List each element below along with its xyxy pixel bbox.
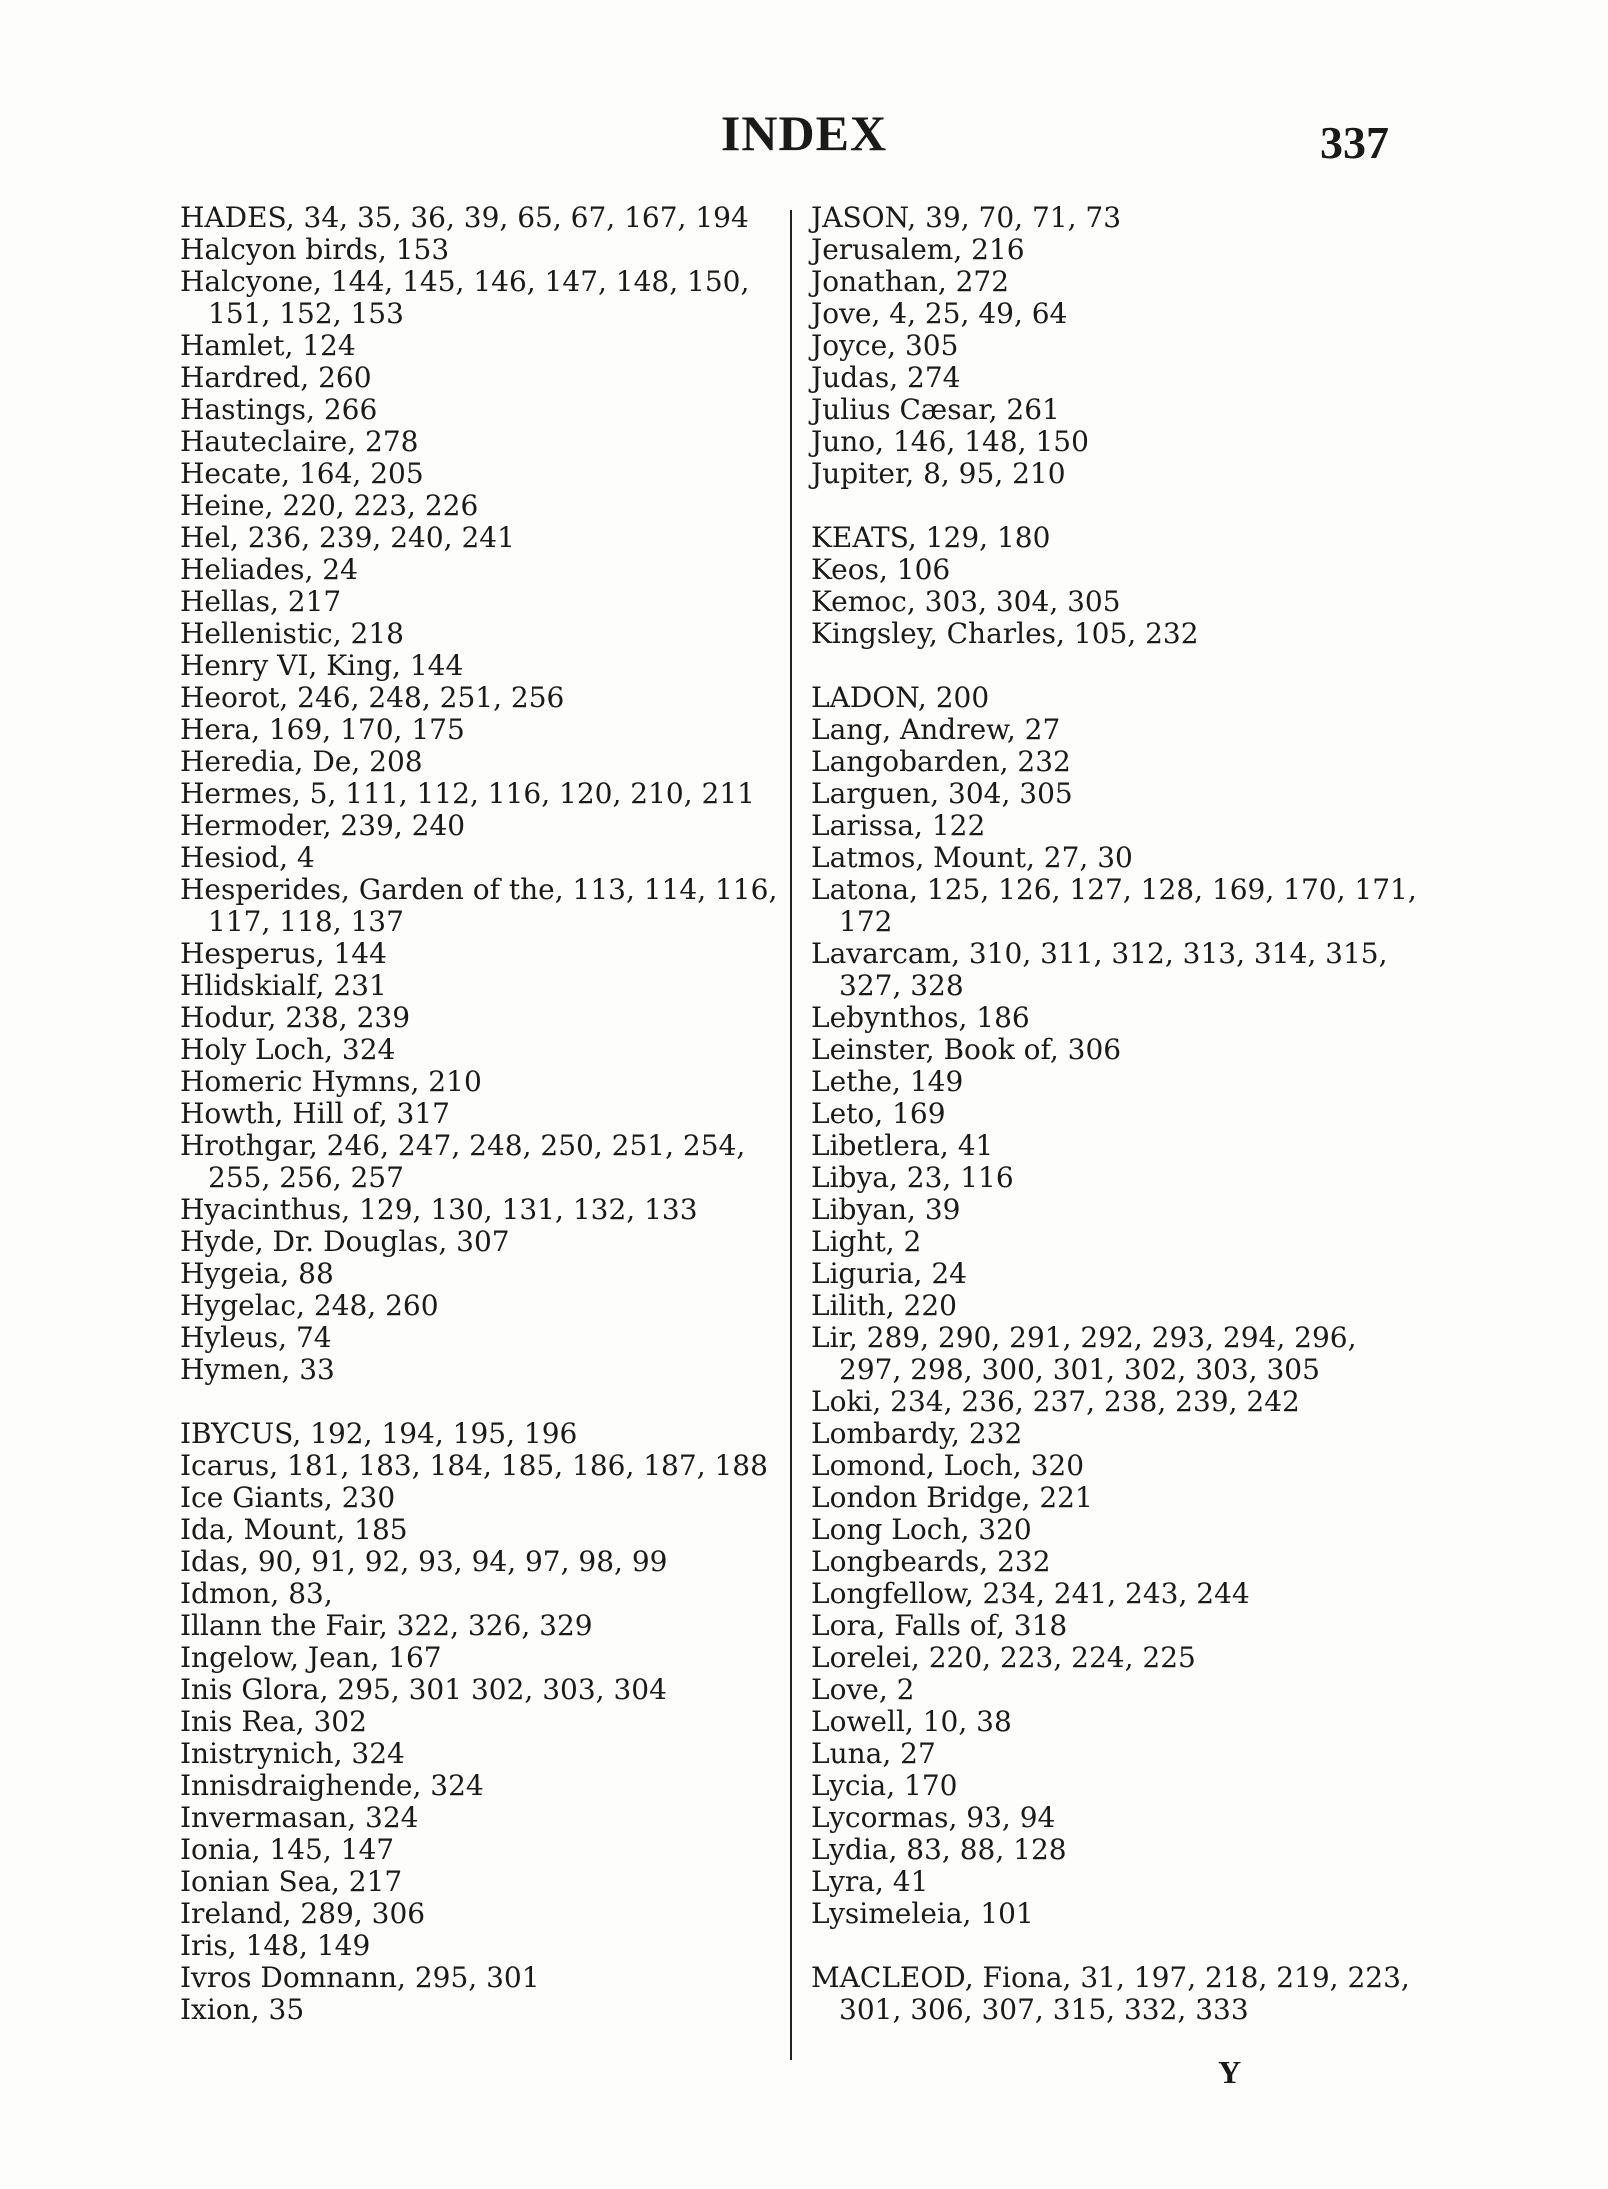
index-entry: Hlidskialf, 231 — [180, 969, 387, 1002]
index-entry: Heine, 220, 223, 226 — [180, 489, 479, 522]
index-entry: Hamlet, 124 — [180, 329, 356, 362]
index-entry: MACLEOD, Fiona, 31, 197, 218, 219, 223, — [811, 1961, 1410, 1994]
index-entry: Ionian Sea, 217 — [180, 1865, 403, 1898]
index-entry: Hesperus, 144 — [180, 937, 387, 970]
index-entry: Lora, Falls of, 318 — [811, 1609, 1068, 1642]
index-entry: Langobarden, 232 — [811, 745, 1071, 778]
index-entry: Lycormas, 93, 94 — [811, 1801, 1056, 1834]
index-entry: Hecate, 164, 205 — [180, 457, 424, 490]
index-entry: Luna, 27 — [811, 1737, 936, 1770]
index-entry: Ingelow, Jean, 167 — [180, 1641, 442, 1674]
index-entry: Hyacinthus, 129, 130, 131, 132, 133 — [180, 1193, 698, 1226]
index-entry: Hastings, 266 — [180, 393, 378, 426]
index-entry: Hardred, 260 — [180, 361, 372, 394]
index-entry-continuation: 327, 328 — [839, 969, 964, 1002]
index-entry: Halcyone, 144, 145, 146, 147, 148, 150, — [180, 265, 750, 298]
index-entry: Ivros Domnann, 295, 301 — [180, 1961, 540, 1994]
index-entry-continuation: 255, 256, 257 — [208, 1161, 404, 1194]
index-entry: Hermoder, 239, 240 — [180, 809, 466, 842]
index-entry: Hesiod, 4 — [180, 841, 315, 874]
index-entry: Howth, Hill of, 317 — [180, 1097, 450, 1130]
index-entry: Lilith, 220 — [811, 1289, 957, 1322]
index-entry: Lysimeleia, 101 — [811, 1897, 1034, 1930]
index-entry: Larguen, 304, 305 — [811, 777, 1073, 810]
index-entry: London Bridge, 221 — [811, 1481, 1093, 1514]
index-entry: Hermes, 5, 111, 112, 116, 120, 210, 211 — [180, 777, 755, 810]
index-entry: Inis Glora, 295, 301 302, 303, 304 — [180, 1673, 667, 1706]
index-entry: Julius Cæsar, 261 — [811, 393, 1060, 426]
index-entry: Lebynthos, 186 — [811, 1001, 1030, 1034]
index-entry: Lir, 289, 290, 291, 292, 293, 294, 296, — [811, 1321, 1357, 1354]
index-entry-continuation: 117, 118, 137 — [208, 905, 404, 938]
left-index-column — [180, 202, 780, 2026]
index-entry: Lavarcam, 310, 311, 312, 313, 314, 315, — [811, 937, 1388, 970]
index-entry: Longbeards, 232 — [811, 1545, 1051, 1578]
letter-section-gap — [811, 490, 1431, 522]
index-entry: Illann the Fair, 322, 326, 329 — [180, 1609, 593, 1642]
index-entry: Heliades, 24 — [180, 553, 358, 586]
index-entry-continuation: 172 — [839, 905, 893, 938]
index-entry: Hera, 169, 170, 175 — [180, 713, 465, 746]
index-entry: KEATS, 129, 180 — [811, 521, 1051, 554]
index-entry: Hellenistic, 218 — [180, 617, 404, 650]
index-entry: Ionia, 145, 147 — [180, 1833, 395, 1866]
index-entry: Homeric Hymns, 210 — [180, 1065, 482, 1098]
index-entry: Ida, Mount, 185 — [180, 1513, 408, 1546]
index-entry: Latona, 125, 126, 127, 128, 169, 170, 171, — [811, 873, 1417, 906]
index-entry: Hygelac, 248, 260 — [180, 1289, 439, 1322]
index-entry: Hrothgar, 246, 247, 248, 250, 251, 254, — [180, 1129, 746, 1162]
index-entry: Jonathan, 272 — [811, 265, 1010, 298]
letter-section-gap — [180, 1386, 780, 1418]
index-entry: Henry VI, King, 144 — [180, 649, 464, 682]
index-entry: Ice Giants, 230 — [180, 1481, 396, 1514]
index-entry: Lombardy, 232 — [811, 1417, 1023, 1450]
index-entry: Hyleus, 74 — [180, 1321, 332, 1354]
index-entry: Lang, Andrew, 27 — [811, 713, 1061, 746]
index-entry: Idas, 90, 91, 92, 93, 94, 97, 98, 99 — [180, 1545, 668, 1578]
index-entry: Judas, 274 — [811, 361, 961, 394]
right-index-column — [811, 202, 1431, 2026]
index-entry: Invermasan, 324 — [180, 1801, 419, 1834]
index-entry: Longfellow, 234, 241, 243, 244 — [811, 1577, 1250, 1610]
index-entry: Heredia, De, 208 — [180, 745, 423, 778]
index-entry: Hauteclaire, 278 — [180, 425, 419, 458]
index-entry: Larissa, 122 — [811, 809, 986, 842]
letter-section-gap — [811, 1930, 1431, 1962]
index-entry: Libetlera, 41 — [811, 1129, 994, 1162]
index-entry: Lyra, 41 — [811, 1865, 929, 1898]
index-entry: Latmos, Mount, 27, 30 — [811, 841, 1133, 874]
index-entry: Long Loch, 320 — [811, 1513, 1032, 1546]
index-entry: JASON, 39, 70, 71, 73 — [811, 201, 1122, 234]
index-entry: Hodur, 238, 239 — [180, 1001, 411, 1034]
index-entry: Lycia, 170 — [811, 1769, 958, 1802]
index-entry: IBYCUS, 192, 194, 195, 196 — [180, 1417, 578, 1450]
index-entry: Ixion, 35 — [180, 1993, 305, 2026]
index-entry: Hymen, 33 — [180, 1353, 335, 1386]
index-entry: Hygeia, 88 — [180, 1257, 334, 1290]
index-entry: Lowell, 10, 38 — [811, 1705, 1012, 1738]
index-entry: Lydia, 83, 88, 128 — [811, 1833, 1067, 1866]
index-entry-continuation: 301, 306, 307, 315, 332, 333 — [839, 1993, 1249, 2026]
index-entry: Liguria, 24 — [811, 1257, 967, 1290]
index-entry: Hyde, Dr. Douglas, 307 — [180, 1225, 510, 1258]
index-entry: Jupiter, 8, 95, 210 — [811, 457, 1066, 490]
index-entry: Love, 2 — [811, 1673, 915, 1706]
index-entry-continuation: 297, 298, 300, 301, 302, 303, 305 — [839, 1353, 1320, 1386]
page-number: 337 — [1320, 117, 1389, 168]
index-entry: Iris, 148, 149 — [180, 1929, 371, 1962]
index-entry: Leto, 169 — [811, 1097, 946, 1130]
index-entry: Kingsley, Charles, 105, 232 — [811, 617, 1199, 650]
index-entry: Inistrynich, 324 — [180, 1737, 405, 1770]
index-entry: Holy Loch, 324 — [180, 1033, 396, 1066]
index-entry: Keos, 106 — [811, 553, 951, 586]
index-entry: Halcyon birds, 153 — [180, 233, 450, 266]
column-divider — [790, 210, 792, 2060]
index-entry: Ireland, 289, 306 — [180, 1897, 426, 1930]
index-entry: Libya, 23, 116 — [811, 1161, 1014, 1194]
index-entry: Inis Rea, 302 — [180, 1705, 367, 1738]
index-entry: Jerusalem, 216 — [811, 233, 1025, 266]
index-entry: Hesperides, Garden of the, 113, 114, 116, — [180, 873, 778, 906]
letter-section-gap — [811, 650, 1431, 682]
index-entry: Lomond, Loch, 320 — [811, 1449, 1085, 1482]
index-entry: Kemoc, 303, 304, 305 — [811, 585, 1121, 618]
index-entry: Icarus, 181, 183, 184, 185, 186, 187, 188 — [180, 1449, 768, 1482]
index-entry: Lorelei, 220, 223, 224, 225 — [811, 1641, 1196, 1674]
index-entry: Light, 2 — [811, 1225, 922, 1258]
index-entry: Jove, 4, 25, 49, 64 — [811, 297, 1068, 330]
index-entry: LADON, 200 — [811, 681, 990, 714]
index-entry: Lethe, 149 — [811, 1065, 964, 1098]
index-entry: Loki, 234, 236, 237, 238, 239, 242 — [811, 1385, 1300, 1418]
index-entry-continuation: 151, 152, 153 — [208, 297, 404, 330]
index-entry: Heorot, 246, 248, 251, 256 — [180, 681, 565, 714]
index-entry: Idmon, 83, — [180, 1577, 333, 1610]
index-entry: Leinster, Book of, 306 — [811, 1033, 1122, 1066]
signature-mark: Y — [1218, 2054, 1242, 2090]
index-entry: Joyce, 305 — [811, 329, 959, 362]
page-title: INDEX — [720, 105, 888, 161]
index-entry: HADES, 34, 35, 36, 39, 65, 67, 167, 194 — [180, 201, 749, 234]
index-entry: Libyan, 39 — [811, 1193, 961, 1226]
index-entry: Innisdraighende, 324 — [180, 1769, 484, 1802]
index-entry: Hellas, 217 — [180, 585, 342, 618]
index-entry: Juno, 146, 148, 150 — [811, 425, 1089, 458]
index-entry: Hel, 236, 239, 240, 241 — [180, 521, 515, 554]
